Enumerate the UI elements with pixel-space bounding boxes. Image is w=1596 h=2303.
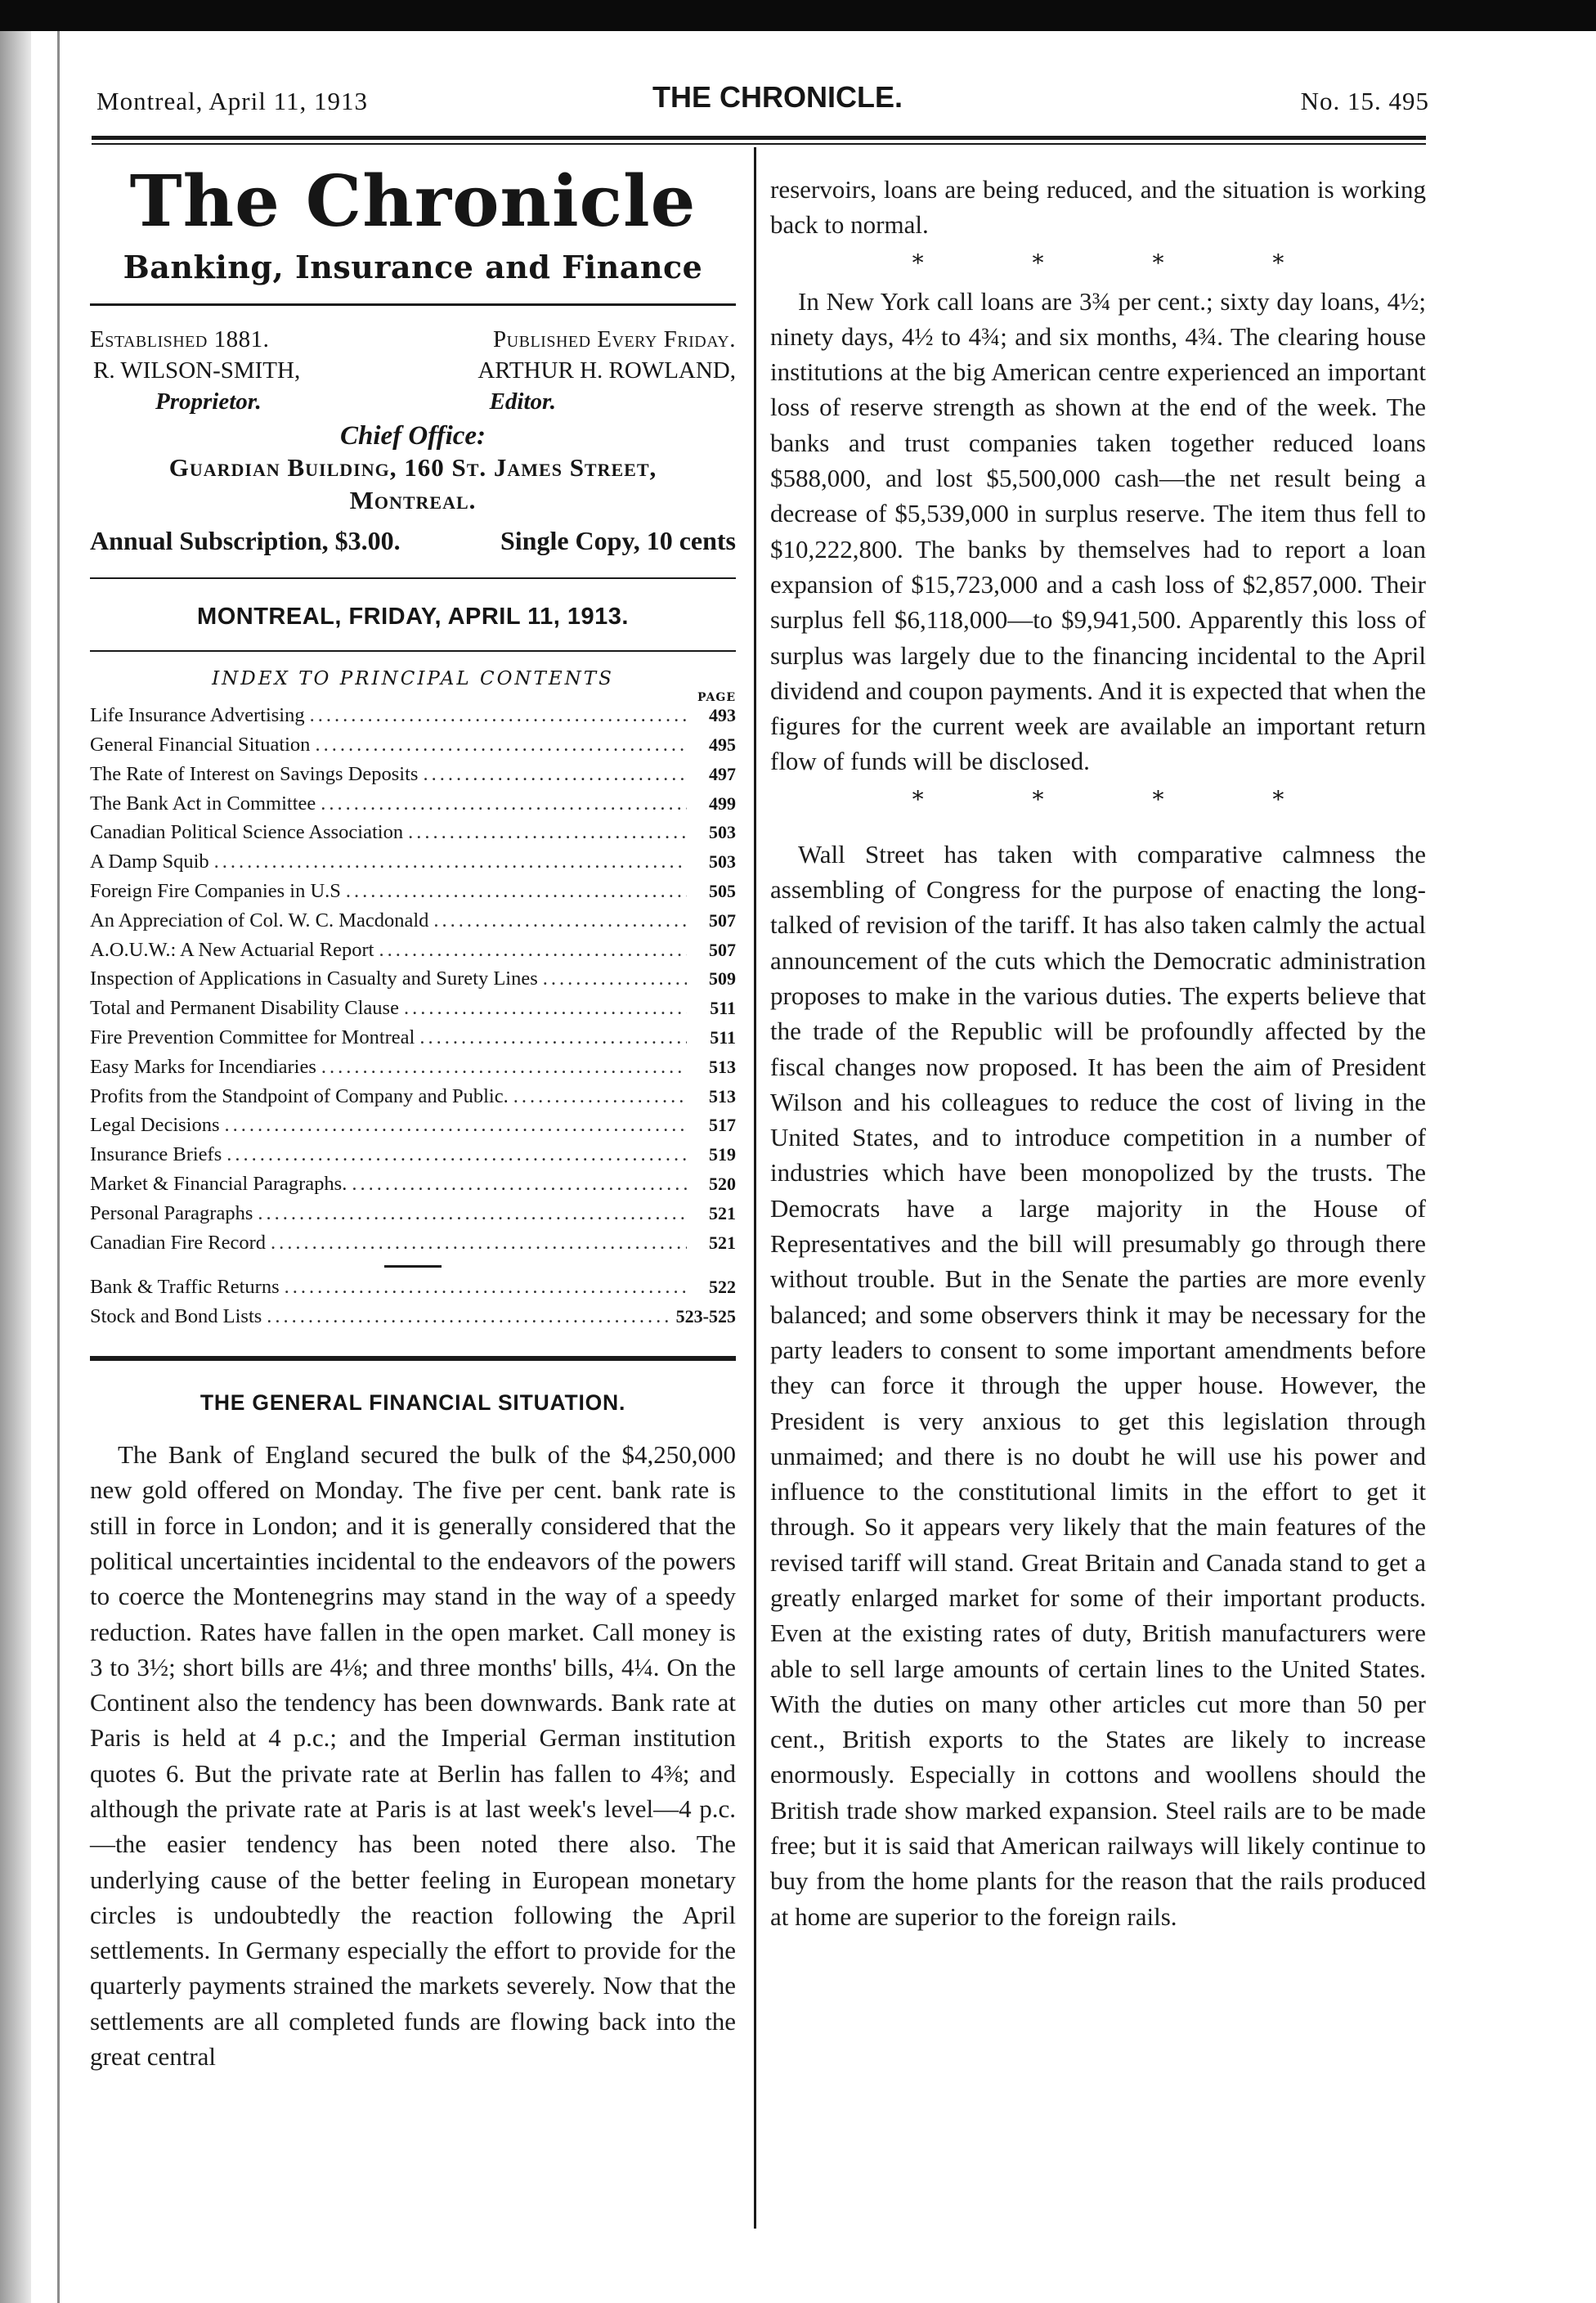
index-entry[interactable]: Life Insurance Advertising ..... 493: [90, 704, 736, 734]
index-entry[interactable]: Canadian Fire Record ..... 521: [90, 1232, 736, 1261]
running-head-title: THE CHRONICLE.: [652, 80, 903, 114]
article-paragraph-wall-street: Wall Street has taken with comparative calmness the assembling of Congress for the purpose of enacting the long-talked of revision of the tariff. It has also taken calmly the actual announcement of the cuts which the Democratic administration proposes to make in the various duties. The experts believe that the trade of the Republic will be profoundly affected by the fiscal changes now proposed. It has been the aim of President Wilson and his colleagues to reduce the cost of living in the United States, and to introduce competition in a number of industries which have been monopolized by the trusts. The Democrats have a large majority in the House of Representatives and the bill will presumably go through there without trouble. But in the Senate the parties are more evenly balanced; and some observers think it may be necessary for the party leaders to consent to some important amendments before they can force it through the upper house. However, the President is very anxious to get this legislation through unmaimed; and there is no doubt he will use his power and influence to the constitutional limits in the effort to get it through. So it appears very likely that the main features of the revised tariff will stand. Great Britain and Canada stand to get a greatly enlarged market for some of their important products. Even at the existing rates of duty, British manufacturers were able to sell large amounts of certain lines to the United States. With the duties on many other articles cut more than 50 per cent., British exports to the States are likely to increase enormously. Especially in cottons and woollens should the British trade show marked expansion. Steel rails are to be made free; but it is said that American railways will likely continue to buy from the home plants for the reason that the rails produced at home are superior to the foreign rails.: [770, 839, 1426, 1931]
index-entry[interactable]: Fire Prevention Committee for Montreal ..... 511: [90, 1026, 736, 1056]
index-separator: [384, 1265, 442, 1268]
section-separator: * * * *: [912, 785, 1335, 813]
index-entry[interactable]: Legal Decisions ..... 517: [90, 1114, 736, 1143]
index-entry[interactable]: Market & Financial Paragraphs. ..... 520: [90, 1173, 736, 1202]
issue-date: MONTREAL, FRIDAY, APRIL 11, 1913.: [197, 604, 629, 631]
article-body-left: The Bank of England secured the bulk of the $4,250,000 new gold offered on Monday. The five per cent. bank rate is still in force in London; and it is generally considered that the political uncertainties incidental to the endeavors of the powers to coerce the Montenegrins may stand in the way of a speedy reduction. Rates have fallen in the open market. Call money is 3 to 3½; short bills are 4⅛; and three months' bills, 4¼. On the Continent also the tendency has been downwards. Bank rate at Paris is held at 4 p.c.; and the Imperial German institution quotes 6. But the private rate at Berlin has fallen to 4⅜; and although the private rate at Paris is at last week's level—4 p.c.—the easier tendency has been noted there also. The underlying cause of the better feeling in European monetary circles is undoubtedly the reaction following the April settlements. In Germany especially the effort to provide for the quarterly payments strained the markets severely. Now that the settlements are all completed funds are flowing back into the great central: [90, 1440, 736, 2072]
proprietor-name: R. WILSON-SMITH,: [93, 357, 301, 384]
index-entry[interactable]: A Damp Squib ..... 503: [90, 851, 736, 880]
established-line: Established 1881.: [90, 326, 270, 353]
running-head-page-number: No. 15. 495: [1300, 87, 1429, 115]
index-entry[interactable]: Inspection of Applications in Casualty and Surety Lines ..... 509: [90, 967, 736, 997]
section-separator: * * * *: [912, 249, 1335, 276]
date-rule: [90, 650, 736, 652]
article-paragraph-new-york: In New York call loans are 3¾ per cent.; sixty day loans, 4½; ninety days, 4½ to 4¾; and six months, 4¾. The clearing house institutions at the big American centre experienced an important loss of reserve strength as shown at the end of the week. The banks and trust companies taken together reduced loans $588,000, and lost $5,500,000 cash—the net result being a decrease of $5,539,000 in surplus reserve. The item thus fell to $10,222,800. The banks by themselves had to report a loan expansion of $15,723,000 and a cash loss of $2,857,000. Their surplus fell $6,118,000—to $9,941,500. Apparently this loss of surplus was largely due to the financing incidental to the April dividend and coupon payments. And it is expected that when the figures for the current week are available an important return flow of funds will be disclosed.: [770, 286, 1426, 776]
running-head-dateline: Montreal, April 11, 1913: [96, 87, 368, 115]
index-list: [90, 704, 736, 1335]
right-column: [770, 172, 1426, 1934]
index-entry[interactable]: A.O.U.W.: A New Actuarial Report ..... 507: [90, 939, 736, 968]
index-entry[interactable]: Insurance Briefs ..... 519: [90, 1143, 736, 1173]
address-line-1: Guardian Building, 160 St. James Street,: [168, 453, 657, 483]
header-double-rule: [92, 136, 1426, 145]
left-column: [90, 155, 736, 2074]
address-line-2: Montreal.: [349, 486, 477, 515]
index-entry[interactable]: An Appreciation of Col. W. C. Macdonald ..... 507: [90, 909, 736, 939]
index-entry[interactable]: Stock and Bond Lists ..... 523-525: [90, 1305, 736, 1335]
chief-office-label: Chief Office:: [339, 421, 486, 451]
editor-name: ARTHUR H. ROWLAND,: [477, 357, 736, 384]
index-entry[interactable]: The Rate of Interest on Savings Deposits ..... 497: [90, 763, 736, 792]
index-entry[interactable]: Personal Paragraphs ..... 521: [90, 1202, 736, 1232]
index-entry[interactable]: Canadian Political Science Association ..... 503: [90, 821, 736, 851]
index-entry[interactable]: Total and Permanent Disability Clause ..... 511: [90, 997, 736, 1026]
column-divider: [754, 147, 756, 2229]
index-entry[interactable]: Profits from the Standpoint of Company and Public. ..... 513: [90, 1085, 736, 1115]
article-rule: [90, 1356, 736, 1361]
index-entry[interactable]: Bank & Traffic Returns ..... 522: [90, 1276, 736, 1305]
index-entry[interactable]: General Financial Situation ..... 495: [90, 734, 736, 763]
masthead-subtitle: Banking, Insurance and Finance: [123, 249, 703, 286]
article-body-continued: reservoirs, loans are being reduced, and the situation is working back to normal.: [770, 175, 1426, 240]
single-copy-price: Single Copy, 10 cents: [500, 526, 736, 556]
published-line: Published Every Friday.: [493, 326, 736, 353]
annual-subscription: Annual Subscription, $3.00.: [90, 526, 401, 556]
index-entry[interactable]: The Bank Act in Committee ..... 499: [90, 792, 736, 822]
proprietor-role: Proprietor.: [155, 388, 262, 415]
editor-role: Editor.: [489, 388, 556, 415]
index-entry[interactable]: Easy Marks for Incendiaries ..... 513: [90, 1056, 736, 1085]
index-page-header: PAGE: [697, 691, 736, 705]
index-entry[interactable]: Foreign Fire Companies in U.S ..... 505: [90, 880, 736, 909]
masthead-title: The Chronicle: [129, 160, 697, 243]
imprint-block: [90, 324, 736, 556]
scan-border-top: [0, 0, 1596, 31]
article-heading: THE GENERAL FINANCIAL SITUATION.: [200, 1390, 626, 1416]
scan-border-left: [0, 31, 31, 2303]
masthead-rule: [90, 303, 736, 306]
scan-binding-line: [57, 31, 60, 2303]
running-head: [96, 79, 1429, 123]
index-title: INDEX TO PRINCIPAL CONTENTS: [212, 668, 614, 690]
